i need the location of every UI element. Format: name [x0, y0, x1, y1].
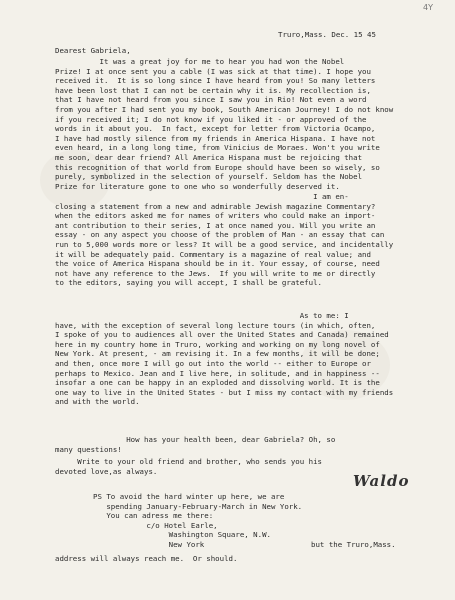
- handwritten-signature: Waldo: [353, 472, 410, 490]
- letter-paragraph-5: Write to your old friend and brother, who sends you his devoted love,as always.: [55, 457, 322, 476]
- letter-salutation: Dearest Gabriela,: [55, 46, 131, 55]
- page-number: 4Y: [423, 3, 433, 12]
- letter-postscript: PS To avoid the hard winter up here, we are spending January-February-March in New York. You can adress me there: c/o Hotel Earle, Washington Square, N.W. New York but the Truro,Mass.: [93, 492, 396, 549]
- letter-paragraph-1: It was a great joy for me to hear you had won the Nobel Prize! I at once sent you a cable (I was sick at that time). I hope you received it. It is so long since I have heard from you! So many letters have been lost that I can not be certain why it is. My recollection is, that I have not heard from you since I saw you in Rio! Not even a word from you after I had sent you my book, South American Journey! I do not know if you received it; I do not know if you liked it - or approved of the words in it about you. In fact, except for letter from Victoria Ocampo, I have had mostly silence from my friends in America Hispana. I have not even heard, in a long long time, from Vinicius de Moraes. Won't you write me soon, dear dear friend? All America Hispana must be rejoicing that this recognition of that world from Europe should have been so wisely, so purely, symbolized in the selection of yourself. Seldom has the Nobel Prize for literature gone to one who so wonderfully deserved it.: [55, 57, 394, 191]
- letter-postscript-end: address will always reach me. Or should.: [55, 554, 238, 563]
- letter-date: Truro,Mass. Dec. 15 45: [278, 30, 376, 39]
- letter-paragraph-4: How has your health been, dear Gabriela? Oh, so many questions!: [55, 435, 336, 454]
- letter-paragraph-2: I am en- closing a statement from a new and admirable Jewish magazine Commentary? when the editors asked me for names of writers who could make an import- ant contribution to their series, I at once named you. Will you write an essay - on any aspect you choose of the problem of Man - an essay that can run to 5,000 words more or less? It will be a good service, and incidentally it will be adequately paid. Commentary is a magazine of real value; and the voice of America Hispana should be in it. Your essay, of course, need not have any reference to the Jews. If you will write to me or directly to the editors, saying you will accept, I shall be grateful.: [55, 192, 394, 288]
- letter-paragraph-3: As to me: I have, with the exception of several long lecture tours (in which, often, I spoke of you to audiences all over the United States and Canada) remained here in my country home in Truro, working and working on my long novel of New York. At present, - am revising it. In a few months, it will be done; and then, once more I will go out into the world -- either to Europe or perhaps to Mexico. Jean and I live here, in solitude, and in happiness -- insofar a one can be happy in an exploded and dissolving world. It is the one way to live in the United States - but I miss my contact with my friends and with the world.: [55, 311, 394, 407]
